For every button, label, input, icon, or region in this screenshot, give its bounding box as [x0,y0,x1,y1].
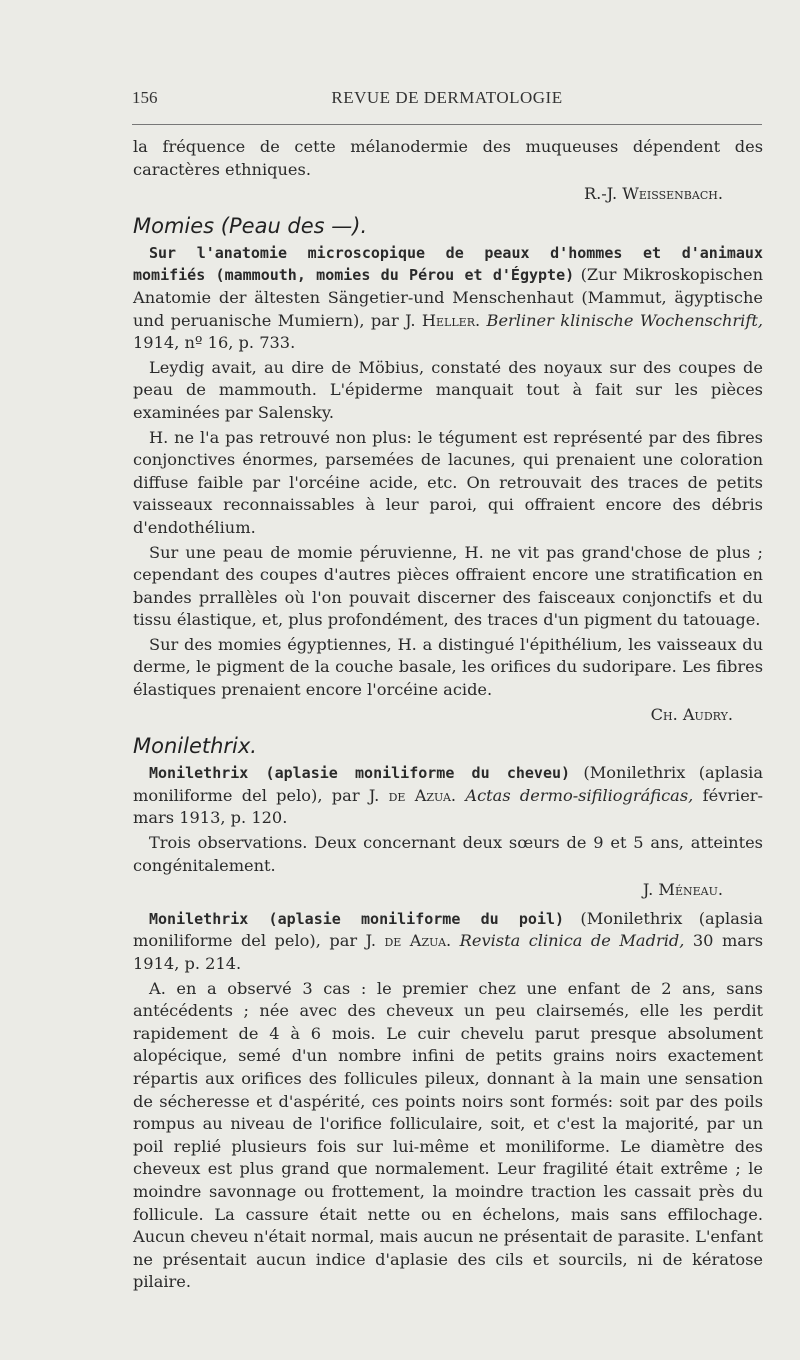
section-heading-monilethrix: Monilethrix. [133,734,257,759]
entry-reference: Monilethrix (aplasie moniliforme du cheveu) (Monilethrix (aplasia moniliforme del pelo), par J. de Azua. Actas dermo-sifiliográficas, février-mars 1913, p. 120. [133,763,764,828]
journal-name: Revista clinica de Madrid, [459,931,685,951]
signature: Ch. Audry. [650,704,733,724]
paragraph: A. en a observé 3 cas : le premier chez une enfant de 2 ans, sans antécédents ; née avec des cheveux un peu clairsemés, elle les perdit rapidement de 4 à 6 mois. Le cuir chevelu parut presque absolument alopécique, semé d'un nombre infini de petits grains noirs exactement répartis aux orifices des follicules pileux, donnant à la main une sensation de sécheresse et d'aspérité, ces points noirs sont formés: soit par des poils rompus au niveau de l'orifice folliculaire, soit, et c'est la majorité, par un poil replié plusieurs fois sur lui-même et moniliforme. Le diamètre des cheveux est plus grand que normalement. Leur fragilité était extrême ; le moindre savonnage ou frottement, la moindre traction les cassait près du follicule. La cassure était nette ou en échelons, mais sans effilochage. Aucun cheveu n'était normal, mais aucun ne présentait de parasite. L'enfant ne présentait aucun indice d'aplasie des cils et sourcils, ni de kératose pilaire. [133,978,763,1292]
journal-name: Berliner klinische Wochenschrift, [486,310,763,330]
journal-title: REVUE DE DERMATOLOGIE [331,88,563,107]
article-body [133,136,763,1296]
paragraph: Leydig avait, au dire de Möbius, constaté des noyaux sur des coupes de peau de mammouth. L'épiderme manquait tout à fait sur les pièces examinées par Salensky. [133,357,763,422]
section-heading-momies: Momies (Peau des —). [133,213,368,238]
paragraph: Trois observations. Deux concernant deux sœurs de 9 et 5 ans, atteintes congénitalement. [133,833,763,875]
author: J. de Azua. [368,785,457,805]
entry-title: Monilethrix (aplasie moniliforme du cheveu) [149,764,571,783]
signature: J. Méneau. [642,880,723,900]
author: J. Heller. [405,310,481,330]
journal-name: Actas dermo-sifiliográficas, [465,785,694,805]
signature: R.-J. Weissenbach. [583,184,723,204]
page-number: 156 [132,88,158,107]
entry-title: Sur l'anatomie microscopique de peaux d'hommes et d'animaux momifiés (mammouth, momies du Pérou et d'Égypte) [133,243,763,285]
entry-reference: Sur l'anatomie microscopique de peaux d'hommes et d'animaux momifiés (mammouth, momies du Pérou et d'Égypte) (Zur Mikroskopischen Anatomie der ältesten Sängetier-und Menschenhaut (Mammut, ägyptische und peruanische Mumiern), par J. Heller. Berliner klinische Wochenschrift, 1914, nº 16, p. 733. [133,243,763,353]
intro-paragraph: la fréquence de cette mélanodermie des muqueuses dépendent des caractères ethniques. [133,137,763,179]
author: J. de Azua. [365,931,452,951]
paragraph: H. ne l'a pas retrouvé non plus: le tégument est représenté par des fibres conjonctives énormes, parsemées de lacunes, qui prenaient une coloration diffuse faible par l'orcéine acide, etc. On retrouvait des traces de petits vaisseaux reconnaissables à leur paroi, qui offraient encore des débris d'endothélium. [133,427,763,537]
signature-line [133,704,763,727]
entry-reference: Monilethrix (aplasie moniliforme du poil) (Monilethrix (aplasia moniliforme del pelo), par J. de Azua. Revista clinica de Madrid, 30 mars 1914, p. 214. [133,908,764,973]
intro-signature-line [133,183,763,206]
paragraph: Sur des momies égyptiennes, H. a distingué l'épithélium, les vaisseaux du derme, le pigment de la couche basale, les orifices du sudoripare. Les fibres élastiques prenaient encore l'orcéine acide. [133,634,763,700]
entry-title: Monilethrix (aplasie moniliforme du poil) [149,909,565,928]
header-rule [132,124,762,125]
paragraph: Sur une peau de momie péruvienne, H. ne vit pas grand'chose de plus ; cependant des coupes d'autres pièces offraient encore une stratification en bandes prrallèles où l'on pouvait discerner des faisceaux conjonctifs et du tissu élastique, et, plus profondément, des traces d'un pigment du tatouage. [133,542,763,630]
signature-line [133,879,763,902]
